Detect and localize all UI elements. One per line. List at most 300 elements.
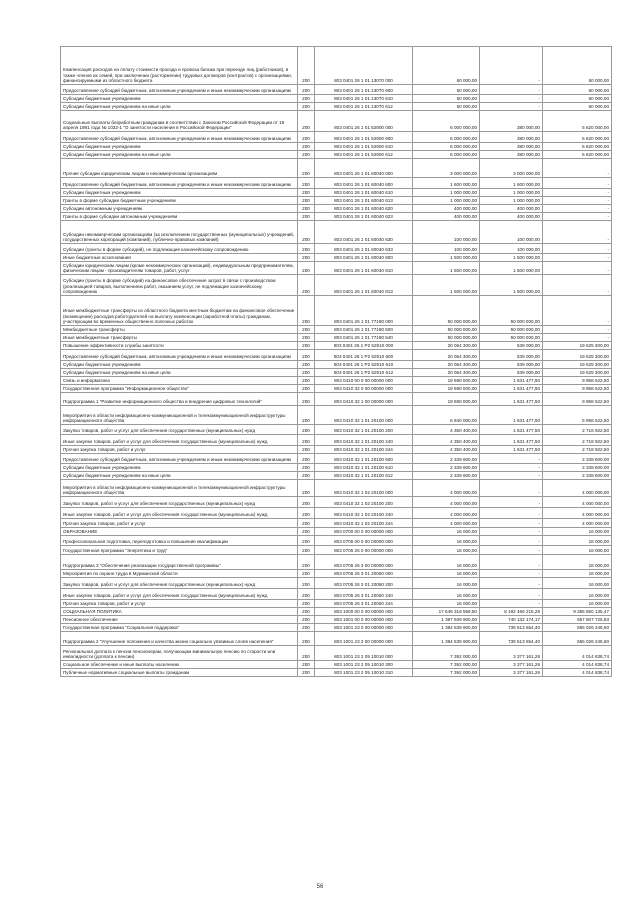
- row-name-cell: Иные бюджетные ассигнования: [61, 254, 298, 262]
- row-approved-amount-cell: 20 064 300,00: [413, 369, 480, 377]
- row-executed-amount-cell: -: [480, 578, 543, 589]
- row-name-cell: Субсидии бюджетным учреждениям на иные цели: [61, 151, 298, 159]
- row-executed-amount-cell: 50 000 000,00: [480, 296, 543, 326]
- row-unexecuted-amount-cell: 16 000,00: [543, 546, 612, 555]
- row-unexecuted-amount-cell: 4 000 000,00: [543, 508, 612, 519]
- table-row: [61, 342, 612, 350]
- row-name-cell: Компенсация расходов на оплату стоимости проезда и провоза багажа при переезде лиц (работников), в также членов их семей, при заключении (расторжении) трудовых договоров (контрактов) с организациями, финансируемыми из областного бюджета: [61, 47, 298, 85]
- row-executed-amount-cell: 100 000,00: [480, 221, 543, 244]
- row-budget-class-code-cell: 803 0401 26 1 01 13070 600: [315, 85, 413, 95]
- table-row: [61, 600, 612, 608]
- row-name-cell: Социальное обеспечение и иные выплаты населению: [61, 661, 298, 669]
- row-unexecuted-amount-cell: -: [543, 221, 612, 244]
- row-approved-amount-cell: 7 392 000,00: [413, 669, 480, 677]
- row-line-code-cell: 200: [298, 385, 315, 393]
- row-executed-amount-cell: 3 377 161,26: [480, 669, 543, 677]
- table-row: [61, 151, 612, 159]
- row-name-cell: Государственная программа "Информационное общество": [61, 385, 298, 393]
- row-unexecuted-amount-cell: 2 718 922,50: [543, 435, 612, 446]
- row-name-cell: Социальные выплаты безработным гражданам в соответствии с Законом Российской Федерации от 19 апреля 1991 года № 1032-1 "О занятости населения в Российской Федерации": [61, 111, 298, 132]
- row-approved-amount-cell: 100 000,00: [413, 221, 480, 244]
- row-executed-amount-cell: 100 000,00: [480, 244, 543, 254]
- row-line-code-cell: 200: [298, 406, 315, 425]
- row-name-cell: Мероприятия по охране труда в Мурманской области: [61, 570, 298, 578]
- row-approved-amount-cell: 3 000 000,00: [413, 159, 480, 178]
- row-name-cell: Прочая закупка товаров, работ и услуг: [61, 446, 298, 454]
- row-budget-class-code-cell: 803 0401 26 1 01 60040 810: [315, 262, 413, 275]
- row-budget-class-code-cell: 803 0410 32 1 02 20100 240: [315, 508, 413, 519]
- row-line-code-cell: 200: [298, 555, 315, 570]
- row-budget-class-code-cell: 803 1001 23 2 05 10010 300: [315, 661, 413, 669]
- row-line-code-cell: 200: [298, 178, 315, 189]
- row-unexecuted-amount-cell: -: [543, 244, 612, 254]
- row-line-code-cell: 200: [298, 213, 315, 221]
- table-row: [61, 536, 612, 546]
- row-line-code-cell: 200: [298, 143, 315, 151]
- row-unexecuted-amount-cell: 2 339 600,00: [543, 472, 612, 480]
- row-budget-class-code-cell: 803 0705 26 3 00 00000 000: [315, 555, 413, 570]
- row-line-code-cell: 200: [298, 296, 315, 326]
- row-line-code-cell: 200: [298, 454, 315, 464]
- row-line-code-cell: 200: [298, 377, 315, 385]
- row-name-cell: Предоставление субсидий бюджетным, автономным учреждениям и иным некоммерческим организациям: [61, 178, 298, 189]
- table-row: [61, 472, 612, 480]
- row-line-code-cell: 200: [298, 646, 315, 661]
- row-line-code-cell: 200: [298, 275, 315, 296]
- row-name-cell: Иные межбюджетные трансферты: [61, 334, 298, 342]
- row-executed-amount-cell: 1 631 477,50: [480, 377, 543, 385]
- row-unexecuted-amount-cell: 16 000,00: [543, 555, 612, 570]
- table-row: [61, 669, 612, 677]
- row-budget-class-code-cell: 803 1000 00 0 00 00000 000: [315, 608, 413, 616]
- row-unexecuted-amount-cell: 60 000,00: [543, 47, 612, 85]
- table-row: [61, 578, 612, 589]
- row-name-cell: Прочие субсидии юридическим лицам и некоммерческим организациям: [61, 159, 298, 178]
- row-name-cell: Предоставление субсидий бюджетным, автономным учреждениям и иным некоммерческим организациям: [61, 132, 298, 143]
- row-unexecuted-amount-cell: 5 620 000,00: [543, 151, 612, 159]
- table-row: [61, 406, 612, 425]
- row-unexecuted-amount-cell: -: [543, 197, 612, 205]
- row-approved-amount-cell: 16 000,00: [413, 570, 480, 578]
- row-unexecuted-amount-cell: -: [543, 254, 612, 262]
- table-row: [61, 132, 612, 143]
- row-unexecuted-amount-cell: 16 000,00: [543, 570, 612, 578]
- row-name-cell: Закупка товаров, работ и услуг для обеспечения государственных (муниципальных) нужд: [61, 497, 298, 508]
- row-unexecuted-amount-cell: -: [543, 262, 612, 275]
- row-budget-class-code-cell: 803 0401 26 1 01 13070 610: [315, 95, 413, 103]
- row-executed-amount-cell: -: [480, 497, 543, 508]
- row-approved-amount-cell: 19 690 000,00: [413, 385, 480, 393]
- row-name-cell: Субсидии бюджетным учреждениям: [61, 464, 298, 472]
- row-unexecuted-amount-cell: 16 000,00: [543, 589, 612, 600]
- table-row: [61, 508, 612, 519]
- row-name-cell: Государственная программа "Энергетика и труд": [61, 546, 298, 555]
- row-executed-amount-cell: 1 631 477,50: [480, 385, 543, 393]
- row-budget-class-code-cell: 803 0401 26 1 Р2 52910 600: [315, 350, 413, 361]
- row-approved-amount-cell: 4 350 400,00: [413, 446, 480, 454]
- row-approved-amount-cell: 1 600 000,00: [413, 178, 480, 189]
- row-executed-amount-cell: -: [480, 472, 543, 480]
- row-name-cell: Субсидии бюджетным учреждениям: [61, 189, 298, 197]
- row-unexecuted-amount-cell: 657 807 725,83: [543, 616, 612, 624]
- row-budget-class-code-cell: 803 0410 32 1 00 00000 000: [315, 393, 413, 406]
- row-budget-class-code-cell: 803 0401 26 1 01 77190 540: [315, 334, 413, 342]
- row-budget-class-code-cell: 803 1001 23 2 05 10010 000: [315, 646, 413, 661]
- table-row: [61, 480, 612, 497]
- table-row: [61, 497, 612, 508]
- row-executed-amount-cell: -: [480, 480, 543, 497]
- row-unexecuted-amount-cell: 2 718 922,50: [543, 446, 612, 454]
- row-unexecuted-amount-cell: 4 000 000,00: [543, 480, 612, 497]
- row-approved-amount-cell: 60 000,00: [413, 103, 480, 111]
- row-line-code-cell: 200: [298, 669, 315, 677]
- row-executed-amount-cell: 539 000,00: [480, 350, 543, 361]
- row-name-cell: Гранты в форме субсидии бюджетным учреждениям: [61, 197, 298, 205]
- row-name-cell: Субсидии бюджетным учреждениям: [61, 95, 298, 103]
- row-unexecuted-amount-cell: 5 620 000,00: [543, 143, 612, 151]
- table-row: [61, 589, 612, 600]
- row-executed-amount-cell: 1 631 477,50: [480, 406, 543, 425]
- row-approved-amount-cell: 16 000,00: [413, 528, 480, 536]
- row-executed-amount-cell: 1 600 000,00: [480, 178, 543, 189]
- row-executed-amount-cell: 1 000 000,00: [480, 189, 543, 197]
- row-name-cell: Субсидии (гранты в форме субсидий) на финансовое обеспечение затрат в связи с производством (реализацией товаров, выполнением работ, оказанием услуг, не подлежащие казначейскому сопровождению: [61, 275, 298, 296]
- row-unexecuted-amount-cell: 655 026 245,60: [543, 632, 612, 646]
- row-unexecuted-amount-cell: 60 000,00: [543, 85, 612, 95]
- row-unexecuted-amount-cell: 19 525 300,00: [543, 350, 612, 361]
- row-budget-class-code-cell: 803 0401 26 1 01 60040 610: [315, 189, 413, 197]
- row-approved-amount-cell: 19 690 000,00: [413, 377, 480, 385]
- row-executed-amount-cell: 380 000,00: [480, 143, 543, 151]
- row-budget-class-code-cell: 803 0401 26 1 Р2 52910 610: [315, 361, 413, 369]
- row-executed-amount-cell: 1 500 000,00: [480, 254, 543, 262]
- row-line-code-cell: 200: [298, 254, 315, 262]
- row-approved-amount-cell: 1 394 539 900,00: [413, 632, 480, 646]
- table-row: [61, 159, 612, 178]
- row-budget-class-code-cell: 803 0410 32 0 00 00000 000: [315, 385, 413, 393]
- row-line-code-cell: 200: [298, 221, 315, 244]
- row-unexecuted-amount-cell: -: [543, 275, 612, 296]
- row-name-cell: Субсидии автономным учреждениям: [61, 205, 298, 213]
- row-budget-class-code-cell: 803 0705 00 0 00 00000 000: [315, 536, 413, 546]
- row-line-code-cell: 200: [298, 536, 315, 546]
- row-approved-amount-cell: 6 000 000,00: [413, 143, 480, 151]
- row-budget-class-code-cell: 803 0705 26 3 01 20050 240: [315, 589, 413, 600]
- table-row: [61, 361, 612, 369]
- row-line-code-cell: 200: [298, 528, 315, 536]
- row-unexecuted-amount-cell: 5 620 000,00: [543, 111, 612, 132]
- row-budget-class-code-cell: 803 0401 26 1 01 77190 000: [315, 296, 413, 326]
- row-budget-class-code-cell: 803 0700 00 0 00 00000 000: [315, 528, 413, 536]
- row-approved-amount-cell: 6 840 000,00: [413, 406, 480, 425]
- row-approved-amount-cell: 16 000,00: [413, 555, 480, 570]
- row-executed-amount-cell: 380 000,00: [480, 132, 543, 143]
- row-approved-amount-cell: 50 000 000,00: [413, 326, 480, 334]
- row-executed-amount-cell: 8 192 466 215,28: [480, 608, 543, 616]
- row-budget-class-code-cell: 803 0705 26 3 01 20050 000: [315, 570, 413, 578]
- row-name-cell: Иные закупки товаров, работ и услуг для обеспечения государственных (муниципальных) нужд: [61, 435, 298, 446]
- row-name-cell: Субсидии бюджетным учреждениям на иные цели: [61, 472, 298, 480]
- table-row: [61, 519, 612, 528]
- row-executed-amount-cell: -: [480, 536, 543, 546]
- row-unexecuted-amount-cell: 9 355 850 135,47: [543, 608, 612, 616]
- row-budget-class-code-cell: 803 0401 26 1 01 60040 800: [315, 254, 413, 262]
- row-unexecuted-amount-cell: -: [543, 189, 612, 197]
- row-approved-amount-cell: 6 000 000,00: [413, 132, 480, 143]
- row-line-code-cell: 200: [298, 47, 315, 85]
- row-line-code-cell: 200: [298, 480, 315, 497]
- row-approved-amount-cell: 1 500 000,00: [413, 275, 480, 296]
- row-name-cell: Профессиональная подготовка, переподготовка и повышение квалификации: [61, 536, 298, 546]
- table-row: [61, 275, 612, 296]
- table-row: [61, 178, 612, 189]
- row-name-cell: Иные закупки товаров, работ и услуг для обеспечения государственных (муниципальных) нужд: [61, 589, 298, 600]
- row-approved-amount-cell: 20 064 300,00: [413, 361, 480, 369]
- row-name-cell: Субсидии некоммерческим организациям (за исключением государственных (муниципальных) учреждений, государственных корпораций (компаний), публично-правовых компаний): [61, 221, 298, 244]
- row-unexecuted-amount-cell: 4 014 838,74: [543, 661, 612, 669]
- row-executed-amount-cell: -: [480, 47, 543, 85]
- row-unexecuted-amount-cell: -: [543, 296, 612, 326]
- row-executed-amount-cell: 740 132 174,17: [480, 616, 543, 624]
- row-unexecuted-amount-cell: 19 525 300,00: [543, 369, 612, 377]
- table-row: [61, 377, 612, 385]
- table-row: [61, 632, 612, 646]
- row-executed-amount-cell: -: [480, 600, 543, 608]
- row-unexecuted-amount-cell: 2 339 600,00: [543, 464, 612, 472]
- row-approved-amount-cell: 50 000 000,00: [413, 334, 480, 342]
- row-executed-amount-cell: 1 500 000,00: [480, 262, 543, 275]
- row-name-cell: Иные межбюджетные трансферты из областного бюджета местным бюджетам на финансовое обеспечение (возмещение) расходов работодателей на выплату компенсации (заработной платы) гражданам, участвующим во временных общественно полезных работах: [61, 296, 298, 326]
- row-approved-amount-cell: 6 000 000,00: [413, 111, 480, 132]
- row-approved-amount-cell: 50 000 000,00: [413, 296, 480, 326]
- row-unexecuted-amount-cell: 16 000,00: [543, 600, 612, 608]
- table-row: [61, 446, 612, 454]
- row-budget-class-code-cell: 803 0705 26 3 01 20050 244: [315, 600, 413, 608]
- row-name-cell: СОЦИАЛЬНАЯ ПОЛИТИКА: [61, 608, 298, 616]
- row-name-cell: Повышение эффективности службы занятости: [61, 342, 298, 350]
- row-line-code-cell: 200: [298, 151, 315, 159]
- row-budget-class-code-cell: 803 0410 32 1 02 20100 200: [315, 497, 413, 508]
- row-executed-amount-cell: 380 000,00: [480, 111, 543, 132]
- row-name-cell: Подпрограмма 3 "Обеспечение реализации государственной программы": [61, 555, 298, 570]
- row-budget-class-code-cell: 803 1001 23 2 00 00000 000: [315, 632, 413, 646]
- row-approved-amount-cell: 100 000,00: [413, 244, 480, 254]
- row-line-code-cell: 200: [298, 342, 315, 350]
- row-line-code-cell: 200: [298, 244, 315, 254]
- row-unexecuted-amount-cell: -: [543, 178, 612, 189]
- row-approved-amount-cell: 2 339 600,00: [413, 454, 480, 464]
- table-row: [61, 435, 612, 446]
- row-executed-amount-cell: 739 513 654,40: [480, 632, 543, 646]
- table-row: [61, 616, 612, 624]
- table-row: [61, 350, 612, 361]
- table-row: [61, 425, 612, 435]
- row-approved-amount-cell: 20 064 300,00: [413, 342, 480, 350]
- row-executed-amount-cell: 50 000 000,00: [480, 326, 543, 334]
- row-budget-class-code-cell: 803 0410 32 1 01 20100 610: [315, 464, 413, 472]
- row-approved-amount-cell: 400 000,00: [413, 213, 480, 221]
- row-approved-amount-cell: 19 690 000,00: [413, 393, 480, 406]
- row-approved-amount-cell: 16 000,00: [413, 600, 480, 608]
- row-unexecuted-amount-cell: 60 000,00: [543, 103, 612, 111]
- row-line-code-cell: 200: [298, 95, 315, 103]
- row-line-code-cell: 200: [298, 508, 315, 519]
- table-row: [61, 570, 612, 578]
- table-row: [61, 47, 612, 85]
- row-unexecuted-amount-cell: -: [543, 334, 612, 342]
- table-row: [61, 464, 612, 472]
- table-row: [61, 555, 612, 570]
- row-executed-amount-cell: -: [480, 570, 543, 578]
- table-row: [61, 244, 612, 254]
- table-row: [61, 528, 612, 536]
- table-row: [61, 385, 612, 393]
- row-approved-amount-cell: 16 000,00: [413, 589, 480, 600]
- row-executed-amount-cell: -: [480, 95, 543, 103]
- row-line-code-cell: 200: [298, 205, 315, 213]
- row-executed-amount-cell: 539 000,00: [480, 342, 543, 350]
- row-unexecuted-amount-cell: 9 958 522,50: [543, 377, 612, 385]
- table-row: [61, 85, 612, 95]
- row-approved-amount-cell: 4 350 400,00: [413, 435, 480, 446]
- table-row: [61, 221, 612, 244]
- row-executed-amount-cell: 1 631 477,50: [480, 446, 543, 454]
- table-row: [61, 95, 612, 103]
- row-unexecuted-amount-cell: 16 000,00: [543, 536, 612, 546]
- row-name-cell: Пенсионное обеспечение: [61, 616, 298, 624]
- row-budget-class-code-cell: 803 0410 32 1 01 20100 240: [315, 435, 413, 446]
- row-name-cell: Связь и информатика: [61, 377, 298, 385]
- row-line-code-cell: 200: [298, 361, 315, 369]
- row-approved-amount-cell: 4 000 000,00: [413, 480, 480, 497]
- row-executed-amount-cell: 539 000,00: [480, 361, 543, 369]
- row-unexecuted-amount-cell: 4 014 838,74: [543, 646, 612, 661]
- row-unexecuted-amount-cell: 16 000,00: [543, 528, 612, 536]
- row-line-code-cell: 200: [298, 189, 315, 197]
- row-line-code-cell: 200: [298, 369, 315, 377]
- row-budget-class-code-cell: 803 1001 23 2 05 10010 310: [315, 669, 413, 677]
- row-budget-class-code-cell: 803 0401 26 1 Р2 52910 000: [315, 342, 413, 350]
- row-unexecuted-amount-cell: 19 525 300,00: [543, 342, 612, 350]
- row-budget-class-code-cell: 803 0401 26 1 01 77190 500: [315, 326, 413, 334]
- row-name-cell: Предоставление субсидий бюджетным, автономным учреждениям и иным некоммерческим организациям: [61, 350, 298, 361]
- row-approved-amount-cell: 4 000 000,00: [413, 497, 480, 508]
- row-approved-amount-cell: 6 000 000,00: [413, 151, 480, 159]
- row-budget-class-code-cell: 803 0401 26 1 01 52900 000: [315, 111, 413, 132]
- row-line-code-cell: 200: [298, 632, 315, 646]
- row-executed-amount-cell: 539 000,00: [480, 369, 543, 377]
- row-budget-class-code-cell: 803 0401 26 1 01 60040 623: [315, 213, 413, 221]
- row-line-code-cell: 200: [298, 262, 315, 275]
- row-line-code-cell: 200: [298, 578, 315, 589]
- row-line-code-cell: 200: [298, 435, 315, 446]
- row-line-code-cell: 200: [298, 334, 315, 342]
- row-name-cell: Гранты в форме субсидии автономным учреждениям: [61, 213, 298, 221]
- row-line-code-cell: 200: [298, 589, 315, 600]
- row-line-code-cell: 200: [298, 446, 315, 454]
- row-budget-class-code-cell: 803 1001 23 0 00 00000 000: [315, 624, 413, 632]
- row-name-cell: Подпрограмма 2 "Улучшение положения и качества жизни социально уязвимых слоев населения": [61, 632, 298, 646]
- row-budget-class-code-cell: 803 0401 26 1 01 52900 612: [315, 151, 413, 159]
- row-line-code-cell: 200: [298, 103, 315, 111]
- row-unexecuted-amount-cell: 60 000,00: [543, 95, 612, 103]
- row-executed-amount-cell: 380 000,00: [480, 151, 543, 159]
- table-row: [61, 546, 612, 555]
- row-name-cell: Подпрограмма 1 "Развитие информационного общества и внедрение цифровых технологий": [61, 393, 298, 406]
- row-name-cell: Мероприятия в области информационно-коммуникационной и телекоммуникационной инфраструктуры информационного общества: [61, 480, 298, 497]
- row-budget-class-code-cell: 803 0410 00 0 00 00000 000: [315, 377, 413, 385]
- row-executed-amount-cell: 1 500 000,00: [480, 275, 543, 296]
- row-name-cell: Предоставление субсидий бюджетным, автономным учреждениям и иным некоммерческим организациям: [61, 454, 298, 464]
- table-row: [61, 326, 612, 334]
- row-line-code-cell: 200: [298, 111, 315, 132]
- row-executed-amount-cell: 400 000,00: [480, 213, 543, 221]
- row-name-cell: Региональная доплата к пенсии пенсионерам, получающим минимальную пенсию по старости или инвалидности (доплата к пенсии): [61, 646, 298, 661]
- row-line-code-cell: 200: [298, 661, 315, 669]
- row-name-cell: Закупка товаров, работ и услуг для обеспечения государственных (муниципальных) нужд: [61, 425, 298, 435]
- table-row: [61, 143, 612, 151]
- row-unexecuted-amount-cell: -: [543, 326, 612, 334]
- row-line-code-cell: 200: [298, 393, 315, 406]
- row-unexecuted-amount-cell: 655 026 245,60: [543, 624, 612, 632]
- row-name-cell: ОБРАЗОВАНИЕ: [61, 528, 298, 536]
- row-line-code-cell: 200: [298, 159, 315, 178]
- row-unexecuted-amount-cell: 19 525 300,00: [543, 361, 612, 369]
- row-budget-class-code-cell: 803 0705 26 3 01 20050 200: [315, 578, 413, 589]
- row-budget-class-code-cell: 803 0401 26 1 01 13070 612: [315, 103, 413, 111]
- row-line-code-cell: 200: [298, 472, 315, 480]
- row-approved-amount-cell: 400 000,00: [413, 205, 480, 213]
- row-line-code-cell: 200: [298, 85, 315, 95]
- row-name-cell: Мероприятия в области информационно-коммуникационной и телекоммуникационной инфраструктуры информационного общества: [61, 406, 298, 425]
- table-row: [61, 454, 612, 464]
- row-unexecuted-amount-cell: 5 620 000,00: [543, 132, 612, 143]
- row-executed-amount-cell: 1 000 000,00: [480, 197, 543, 205]
- row-unexecuted-amount-cell: 9 958 522,50: [543, 385, 612, 393]
- row-approved-amount-cell: 17 648 316 559,50: [413, 608, 480, 616]
- row-executed-amount-cell: -: [480, 589, 543, 600]
- table-row: [61, 369, 612, 377]
- table-row: [61, 205, 612, 213]
- row-name-cell: Прочая закупка товаров, работ и услуг: [61, 519, 298, 528]
- row-executed-amount-cell: 739 513 654,40: [480, 624, 543, 632]
- row-line-code-cell: 200: [298, 570, 315, 578]
- table-row: [61, 213, 612, 221]
- row-budget-class-code-cell: 803 0401 26 1 01 60040 000: [315, 159, 413, 178]
- row-executed-amount-cell: -: [480, 555, 543, 570]
- row-budget-class-code-cell: 803 0401 26 1 01 60040 620: [315, 205, 413, 213]
- row-unexecuted-amount-cell: -: [543, 159, 612, 178]
- row-budget-class-code-cell: 803 0401 26 1 01 52900 610: [315, 143, 413, 151]
- row-name-cell: Иные закупки товаров, работ и услуг для обеспечения государственных (муниципальных) нужд: [61, 508, 298, 519]
- row-budget-class-code-cell: 803 1001 00 0 00 00000 000: [315, 616, 413, 624]
- table-row: [61, 334, 612, 342]
- row-approved-amount-cell: 16 000,00: [413, 578, 480, 589]
- row-unexecuted-amount-cell: -: [543, 205, 612, 213]
- row-line-code-cell: 200: [298, 546, 315, 555]
- row-unexecuted-amount-cell: 4 014 838,74: [543, 669, 612, 677]
- row-line-code-cell: 200: [298, 497, 315, 508]
- row-budget-class-code-cell: 803 0410 32 1 02 20100 244: [315, 519, 413, 528]
- row-budget-class-code-cell: 803 0401 26 1 01 60040 633: [315, 244, 413, 254]
- table-row: [61, 393, 612, 406]
- row-approved-amount-cell: 1 000 000,00: [413, 197, 480, 205]
- row-approved-amount-cell: 2 339 600,00: [413, 472, 480, 480]
- row-executed-amount-cell: 3 377 161,26: [480, 661, 543, 669]
- row-approved-amount-cell: 1 500 000,00: [413, 254, 480, 262]
- row-unexecuted-amount-cell: 9 958 522,50: [543, 393, 612, 406]
- row-unexecuted-amount-cell: 4 000 000,00: [543, 497, 612, 508]
